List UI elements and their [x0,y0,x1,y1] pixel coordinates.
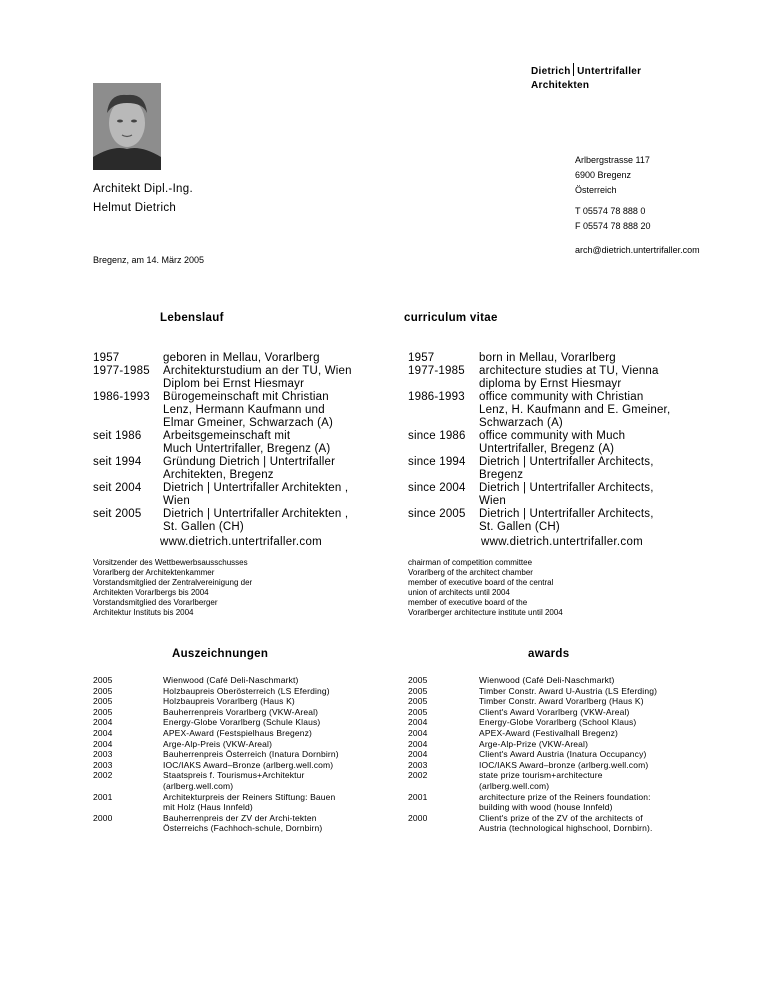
notes-en [408,558,728,618]
entry-year: 2005 [408,696,428,707]
awards-de-list [93,675,403,834]
person-name: Helmut Dietrich [93,202,177,214]
address-block [575,153,650,198]
entry-year: 2000 [93,812,113,823]
entry-row [93,391,383,430]
entry-line: Client's Award Austria (Inatura Occupancy) [479,749,647,760]
entry-line: Staatspreis f. Tourismus+Architektur [163,770,305,781]
entry-line: (arlberg.well.com) [163,780,234,791]
entry-text [479,686,738,697]
entry-line: IOC/IAKS Award–bronze (arlberg.well.com) [479,759,649,770]
entry-text [163,391,383,430]
entry-row [408,675,738,686]
entry-line: born in Mellau, Vorarlberg [479,352,616,364]
entry-text [479,675,738,686]
entry-year: 2005 [93,675,113,685]
entry-line: Austria (technological highschool, Dornbirn). [479,823,653,834]
entry-line: Energy-Globe Vorarlberg (Schule Klaus) [163,717,321,728]
entry-line: Timber Constr. Award Vorarlberg (Haus K) [479,696,644,707]
entry-year: seit 2004 [93,482,142,494]
entry-row [93,707,403,718]
entry-year: 2004 [408,738,428,749]
entry-year: 2005 [408,706,428,717]
entry-line: Bauherrenpreis der ZV der Archi-tekten [163,812,317,823]
entry-line: Wien [479,495,507,507]
note-line: Vorstandsmitglied der Zentralvereinigung der [93,578,253,587]
entry-text [479,728,738,739]
entry-row [93,696,403,707]
entry-year: seit 1986 [93,430,142,442]
entry-line: Untertrifaller, Bregenz (A) [479,443,615,455]
entry-line: Lenz, Hermann Kaufmann und [163,404,325,416]
entry-year: 2004 [93,738,113,749]
contact-email[interactable]: arch@dietrich.untertrifaller.com [575,245,700,255]
entry-row [93,686,403,697]
entry-year: since 2004 [408,482,466,494]
entry-row [93,365,383,391]
entry-row [93,739,403,750]
entry-year: since 1994 [408,456,466,468]
entry-row [408,739,738,750]
entry-year: 2004 [93,727,113,738]
entry-text [479,696,738,707]
entry-row [408,456,728,482]
entry-line: Much Untertrifaller, Bregenz (A) [163,443,331,455]
entry-line: Dietrich | Untertrifaller Architects, [479,482,654,494]
entry-line: Architekten, Bregenz [163,469,274,481]
note-line: Vorarlberger architecture institute until 2004 [408,608,563,617]
entry-row [93,813,403,834]
entry-year: 2003 [408,759,428,770]
entry-line: Arbeitsgemeinschaft mit [163,430,291,442]
entry-line: office community with Much [479,430,626,442]
website-link-de[interactable]: www.dietrich.untertrifaller.com [160,536,323,548]
entry-year: 1957 [93,352,120,364]
entry-year: 1977-1985 [408,365,465,377]
entry-year: since 2005 [408,508,466,520]
entry-text [163,482,383,508]
cv-en-list [408,352,728,534]
notes-de [93,558,393,618]
entry-line: Diplom bei Ernst Hiesmayr [163,378,305,390]
entry-row [408,508,728,534]
entry-text [479,792,738,813]
entry-line: architecture prize of the Reiners foundation: [479,791,651,802]
address-street: Arlbergstrasse 117 [575,155,650,165]
entry-line: Dietrich | Untertrifaller Architects, [479,508,654,520]
entry-line: Gründung Dietrich | Untertrifaller [163,456,336,468]
entry-text [479,482,728,508]
entry-text [163,792,403,813]
entry-line: state prize tourism+architecture [479,770,603,781]
entry-text [163,739,403,750]
note-line: Architekten Vorarlbergs bis 2004 [93,588,209,597]
entry-text [479,760,738,771]
entry-text [163,760,403,771]
entry-line: Lenz, H. Kaufmann and E. Gmeiner, [479,404,671,416]
entry-line: Elmar Gmeiner, Schwarzach (A) [163,417,334,429]
entry-text [163,675,403,686]
entry-row [93,430,383,456]
entry-text [163,749,403,760]
entry-year: 2005 [93,706,113,717]
cv-en-title: curriculum vitae [404,312,498,324]
entry-line: Client's prize of the ZV of the architects of [479,812,643,823]
note-line: Architektur Instituts bis 2004 [93,608,194,617]
entry-line: Bauherrenpreis Vorarlberg (VKW-Areal) [163,706,319,717]
entry-year: 2004 [408,727,428,738]
entry-row [408,760,738,771]
entry-line: IOC/IAKS Award–Bronze (arlberg.well.com) [163,759,334,770]
entry-year: 1986-1993 [408,391,465,403]
entry-line: diploma by Ernst Hiesmayr [479,378,622,390]
entry-line: architecture studies at TU, Vienna [479,365,659,377]
awards-en-title: awards [528,648,570,660]
entry-row [408,365,728,391]
entry-row [408,391,728,430]
entry-year: seit 2005 [93,508,142,520]
entry-row [93,770,403,791]
entry-text [479,391,728,430]
entry-line: Client's Award Vorarlberg (VKW-Areal) [479,706,630,717]
entry-text [479,707,738,718]
entry-row [408,686,738,697]
entry-year: 2005 [93,685,113,696]
entry-line: Österreichs (Fachhoch-schule, Dornbirn) [163,823,323,834]
entry-line: (arlberg.well.com) [479,780,550,791]
entry-line: APEX-Award (Festspielhaus Bregenz) [163,727,313,738]
entry-year: 2003 [93,749,113,760]
entry-year: 2004 [408,749,428,760]
entry-text [163,686,403,697]
entry-row [93,728,403,739]
website-link-en[interactable]: www.dietrich.untertrifaller.com [481,536,644,548]
entry-text [479,456,728,482]
entry-text [479,508,728,534]
awards-en-list [408,675,738,834]
entry-year: 2005 [408,685,428,696]
logo-dietrich: Dietrich [531,66,571,77]
entry-line: Dietrich | Untertrifaller Architects, [479,456,654,468]
entry-text [479,352,728,365]
entry-line: Schwarzach (A) [479,417,563,429]
entry-year: 2004 [93,717,113,728]
cv-de-title: Lebenslauf [160,312,224,324]
entry-row [93,456,383,482]
entry-row [408,770,738,791]
entry-year: 2000 [408,812,428,823]
company-logo [531,63,641,93]
entry-line: Arge-Alp-Preis (VKW-Areal) [163,738,273,749]
entry-year: 2004 [408,717,428,728]
letter-date: Bregenz, am 14. März 2005 [93,255,205,265]
entry-row [93,508,383,534]
entry-text [163,508,383,534]
entry-line: Architekturstudium an der TU, Wien [163,365,352,377]
entry-row [408,717,738,728]
awards-de-title: Auszeichnungen [172,648,269,660]
entry-line: APEX-Award (Festivalhall Bregenz) [479,727,618,738]
note-line: Vorsitzender des Wettbewerbsausschusses [93,558,248,567]
entry-row [408,352,728,365]
entry-row [93,792,403,813]
entry-line: building with wood (house Innfeld) [479,802,613,813]
entry-text [479,430,728,456]
entry-year: 1986-1993 [93,391,150,403]
logo-untertrifaller: Untertrifaller [577,66,642,77]
entry-row [93,717,403,728]
entry-row [93,352,383,365]
entry-line: Wienwood (Café Deli-Naschmarkt) [163,675,299,685]
note-line: Vorarlberg der Architektenkammer [93,568,215,577]
entry-row [93,749,403,760]
entry-line: Architekturpreis der Reiners Stiftung: Bauen [163,791,336,802]
entry-row [93,675,403,686]
entry-year: since 1986 [408,430,466,442]
note-line: Vorarlberg of the architect chamber [408,568,533,577]
note-line: member of executive board of the central [408,578,554,587]
entry-row [93,482,383,508]
entry-line: mit Holz (Haus Innfeld) [163,802,253,813]
address-country: Österreich [575,185,617,195]
entry-line: St. Gallen (CH) [163,521,244,533]
entry-text [163,696,403,707]
logo-architekten: Architekten [531,80,590,91]
entry-row [408,792,738,813]
contact-block [575,204,651,234]
entry-text [163,717,403,728]
entry-year: 1977-1985 [93,365,150,377]
note-line: member of executive board of the [408,598,528,607]
entry-year: 2005 [93,696,113,707]
entry-line: Dietrich | Untertrifaller Architekten , [163,482,349,494]
person-title: Architekt Dipl.-Ing. [93,183,193,195]
contact-phone: T 05574 78 888 0 [575,206,646,216]
entry-line: Holzbaupreis Oberösterreich (LS Eferding) [163,685,330,696]
entry-text [163,770,403,791]
entry-line: Arge-Alp-Prize (VKW-Areal) [479,738,589,749]
entry-text [163,352,383,365]
portrait-photo [93,83,161,170]
entry-row [408,430,728,456]
entry-line: geboren in Mellau, Vorarlberg [163,352,320,364]
contact-fax: F 05574 78 888 20 [575,221,651,231]
entry-text [163,813,403,834]
entry-text [479,770,738,791]
entry-row [93,760,403,771]
address-city: 6900 Bregenz [575,170,632,180]
entry-text [163,430,383,456]
entry-year: 2003 [93,759,113,770]
note-line: union of architects until 2004 [408,588,510,597]
entry-year: 2001 [408,791,428,802]
entry-line: Dietrich | Untertrifaller Architekten , [163,508,349,520]
entry-text [479,749,738,760]
entry-text [479,813,738,834]
entry-line: St. Gallen (CH) [479,521,560,533]
entry-row [408,749,738,760]
entry-line: Bürogemeinschaft mit Christian [163,391,329,403]
entry-row [408,728,738,739]
entry-line: office community with Christian [479,391,644,403]
entry-year: seit 1994 [93,456,142,468]
entry-text [479,717,738,728]
entry-year: 1957 [408,352,435,364]
entry-line: Wien [163,495,191,507]
entry-row [408,813,738,834]
entry-year: 2001 [93,791,113,802]
entry-text [479,739,738,750]
entry-text [163,707,403,718]
note-line: Vorstandsmitglied des Vorarlberger [93,598,218,607]
entry-row [408,707,738,718]
entry-line: Bauherrenpreis Österreich (Inatura Dornbirn) [163,749,339,760]
entry-text [479,365,728,391]
entry-year: 2002 [93,770,113,781]
entry-line: Wienwood (Café Deli-Naschmarkt) [479,675,615,685]
entry-text [163,728,403,739]
entry-row [408,696,738,707]
entry-year: 2005 [408,675,428,685]
entry-text [163,365,383,391]
entry-year: 2002 [408,770,428,781]
entry-text [163,456,383,482]
entry-line: Holzbaupreis Vorarlberg (Haus K) [163,696,295,707]
entry-line: Energy-Globe Vorarlberg (School Klaus) [479,717,637,728]
note-line: chairman of competition committee [408,558,533,567]
cv-de-list [93,352,383,534]
entry-line: Timber Constr. Award U-Austria (LS Eferding) [479,685,658,696]
logo-divider [573,63,575,76]
entry-line: Bregenz [479,469,524,481]
entry-row [408,482,728,508]
